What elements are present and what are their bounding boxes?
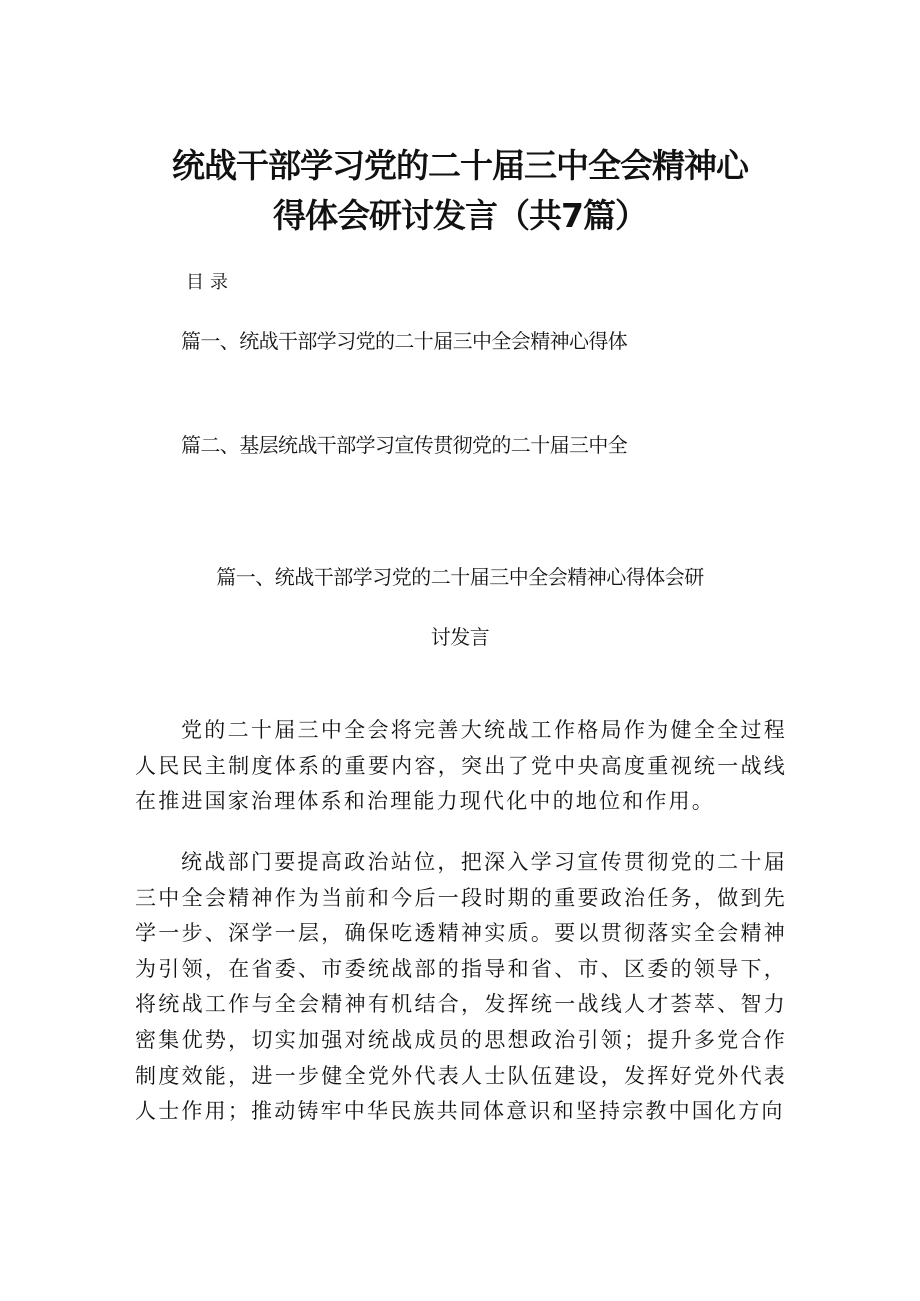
- toc-item-1[interactable]: 篇一、统战干部学习党的二十届三中全会精神心得体: [181, 329, 628, 353]
- document-title-line-2: 得体会研讨发言（共7篇）: [273, 196, 647, 235]
- toc-item-2[interactable]: 篇二、基层统战干部学习宣传贯彻党的二十届三中全: [181, 433, 628, 457]
- body-paragraph-1: 党的二十届三中全会将完善大统战工作格局作为健全全过程人民民主制度体系的重要内容，突出了党中央高度重视统一战线在推进国家治理体系和治理能力现代化中的地位和作用。: [135, 718, 787, 814]
- section-heading-line-2: 讨发言: [430, 625, 490, 649]
- toc-label: 目录: [186, 272, 234, 293]
- body-paragraph-2: 统战部门要提高政治站位，把深入学习宣传贯彻党的二十届三中全会精神作为当前和今后一段时期的重要政治任务，做到先学一步、深学一层，确保吃透精神实质。要以贯彻落实全会精神为引领，在省委、市委统战部的指导和省、市、区委的领导下，将统战工作与全会精神有机结合，发挥统一战线人才荟萃、智力密集优势，切实加强对统战成员的思想政治引领；提升多党合作制度效能，进一步健全党外代表人士队伍建设，发挥好党外代表人士作用；推动铸牢中华民族共同体意识和坚持宗教中国化方向: [135, 850, 787, 1124]
- document-title-line-1: 统战干部学习党的二十届三中全会精神心: [172, 146, 748, 185]
- section-heading-line-1: 篇一、统战干部学习党的二十届三中全会精神心得体会研: [216, 565, 704, 589]
